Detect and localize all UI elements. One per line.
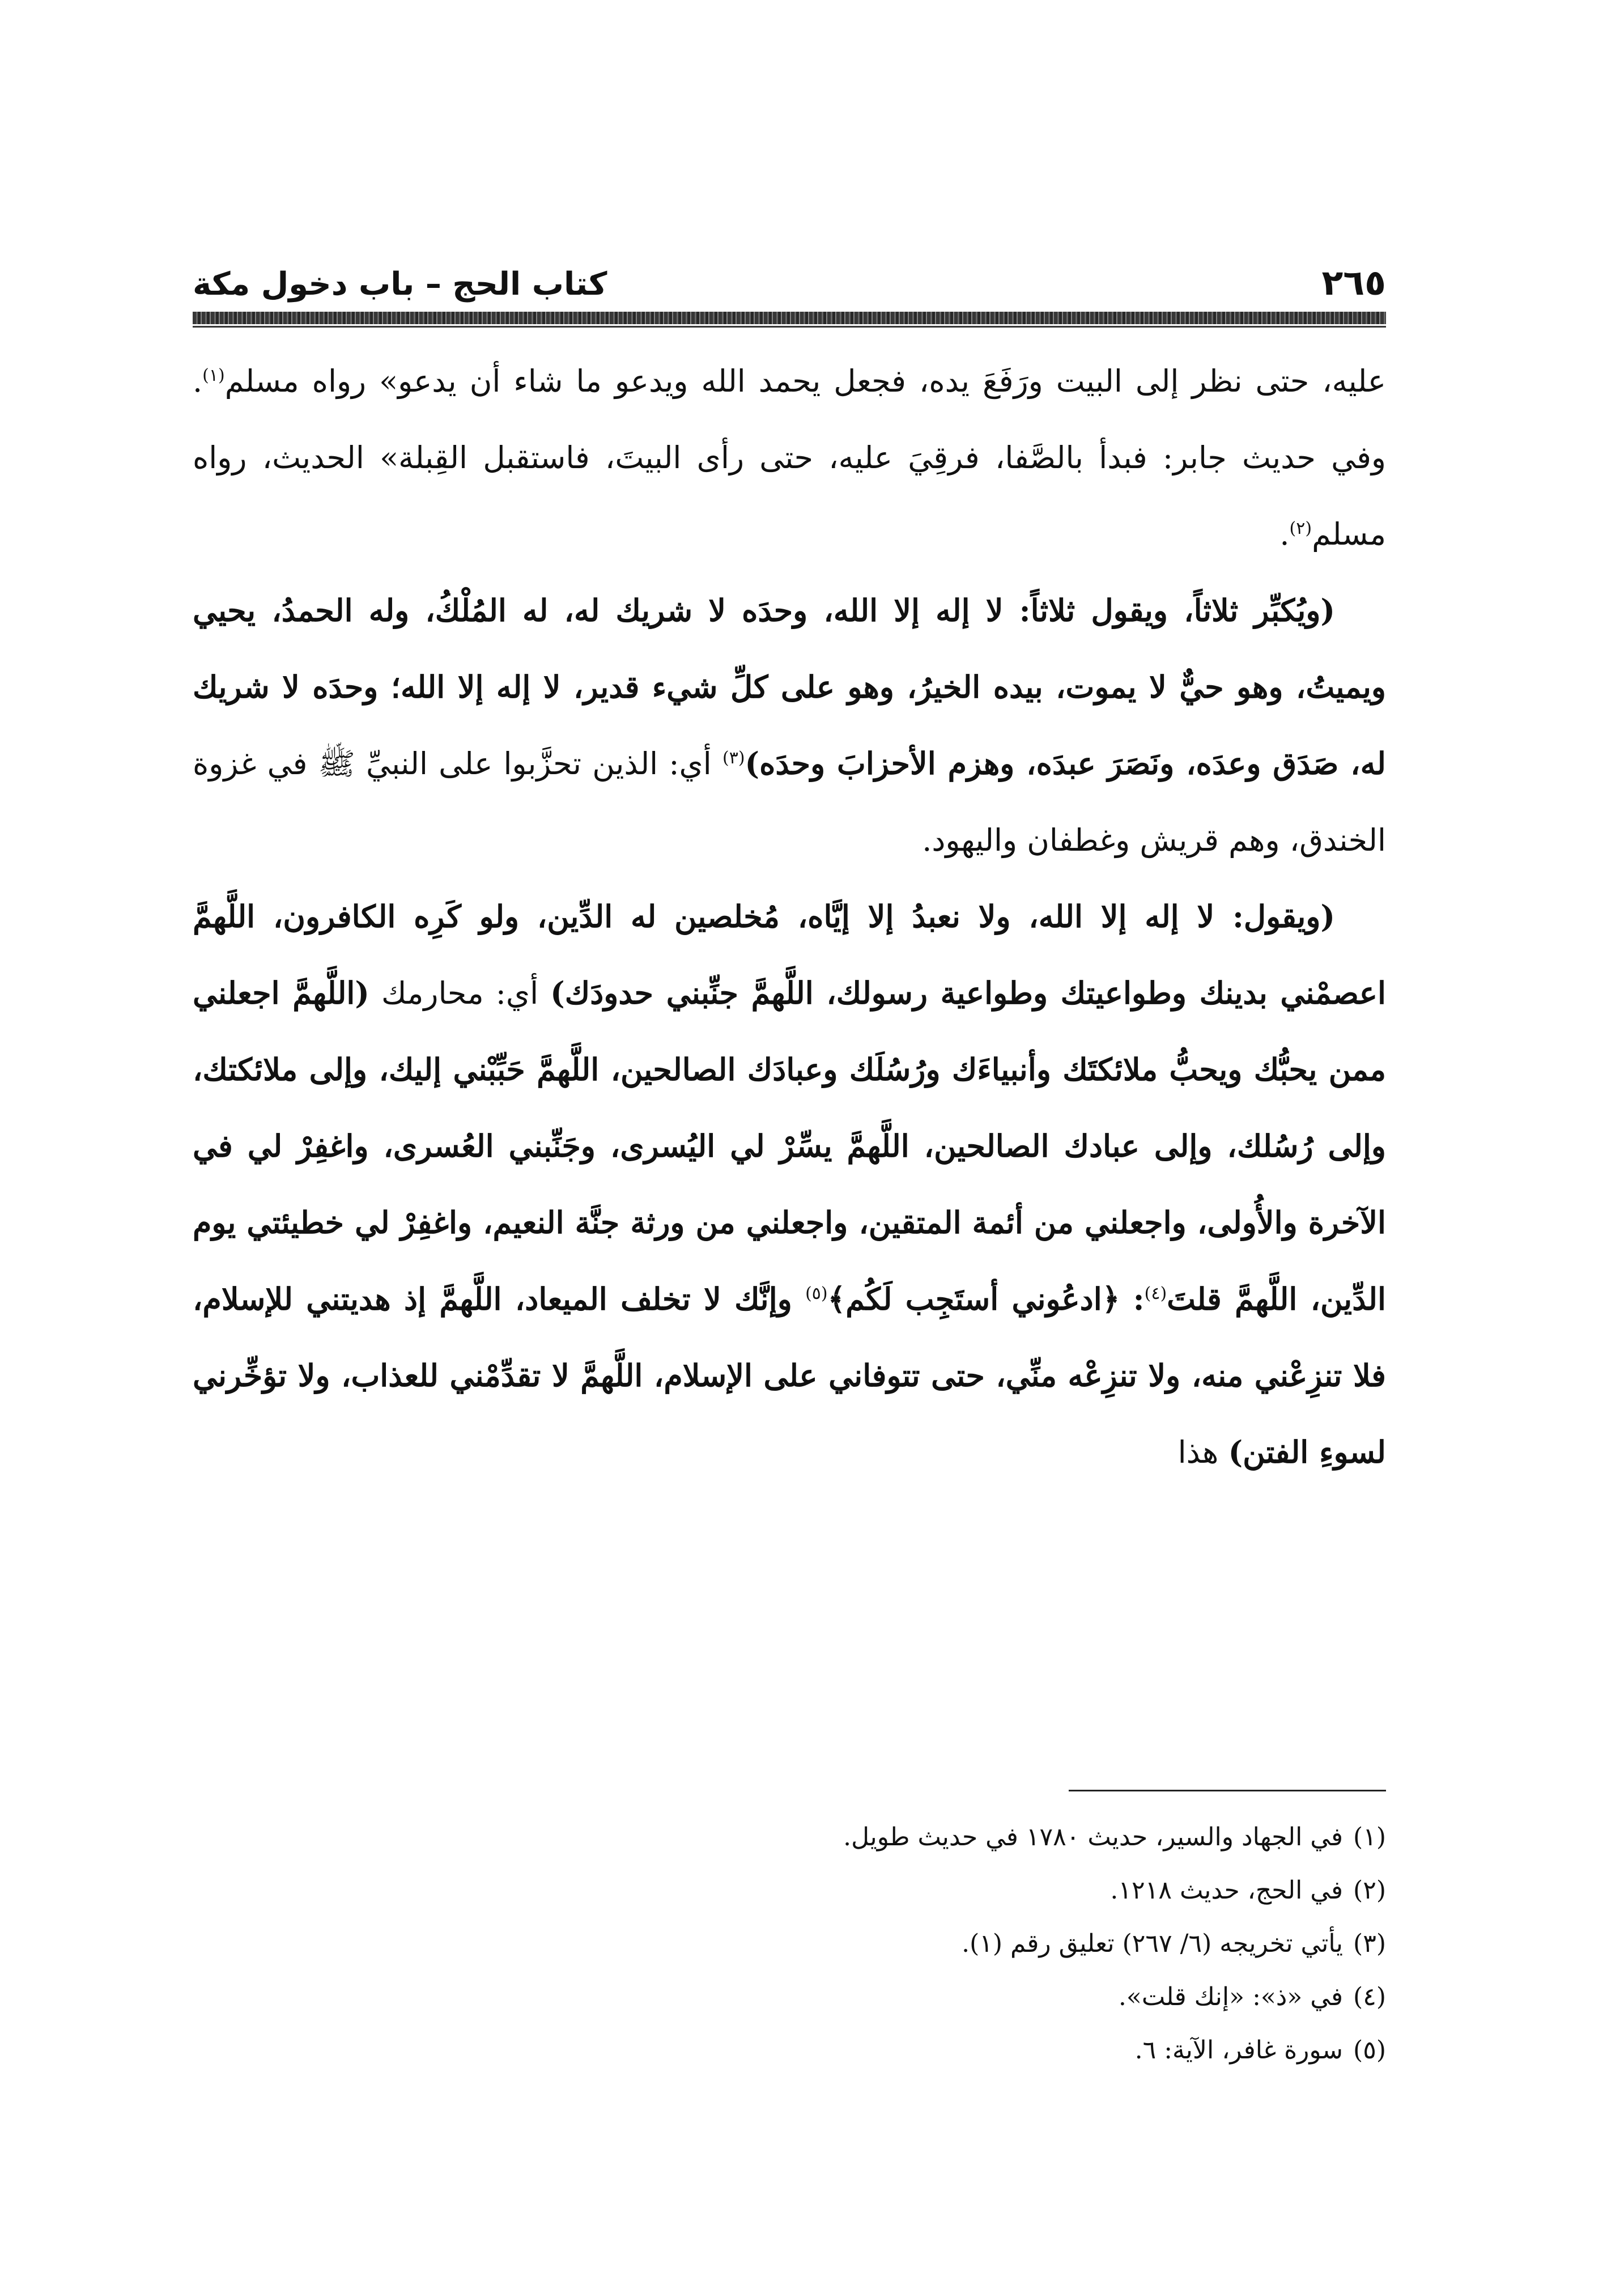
footnote-number: (٥) xyxy=(1353,2036,1386,2065)
footnote-text: سورة غافر، الآية: ٦. xyxy=(1134,2036,1344,2065)
footnote-number: (٣) xyxy=(1353,1929,1386,1958)
footnotes xyxy=(193,1811,1386,2077)
footnote-text: يأتي تخريجه (٦/ ٢٦٧) تعليق رقم (١). xyxy=(962,1929,1344,1958)
footnote-4 xyxy=(193,1971,1386,2024)
footnote-ref-4[interactable]: (٤) xyxy=(1144,1284,1167,1303)
main-text xyxy=(193,343,1386,1491)
dhikr-text: (ويُكبِّر ثلاثاً، ويقول ثلاثاً: لا إله إلا الله، وحدَه لا شريك له، له المُلْكُ، وله الحمدُ، يحيي ويميتُ، وهو حيٌّ لا يموت، بيده الخيرُ، وهو على كلِّ شيء قدير، لا إله إلا الله؛ وحدَه لا شريك له، صَدَق وعدَه، ونَصَرَ عبدَه، وهزم الأحزابَ وحدَه) xyxy=(193,592,1386,782)
text-span: . وفي حديث جابر: فبدأ بالصَّفا، فرقِيَ عليه، حتى رأى البيتَ، فاستقبل القِبلة» الحديث، رواه مسلم xyxy=(193,363,1386,552)
footnote-number: (١) xyxy=(1353,1823,1386,1852)
footnote-1 xyxy=(193,1811,1386,1864)
footnote-text: في الحج، حديث ١٢١٨. xyxy=(1110,1876,1344,1905)
footnote-5 xyxy=(193,2024,1386,2077)
header-divider xyxy=(193,312,1386,324)
dhikr-text: (ويقول: لا إله إلا الله، ولا نعبدُ إلا إيَّاه، مُخلصين له الدِّين، ولو كَرِه الكافرون، اللَّهمَّ اعصمْني بدينك وطواعيتك وطواعية رسولك، اللَّهمَّ جنِّبني حدودَك) xyxy=(193,898,1386,1011)
text-span: هذا xyxy=(1177,1434,1228,1470)
footnote-2 xyxy=(193,1864,1386,1917)
footnote-divider xyxy=(1069,1790,1386,1791)
running-header xyxy=(193,249,1386,303)
commentary-text: أي: محارمك xyxy=(369,975,551,1011)
chapter-title: كتاب الحج – باب دخول مكة xyxy=(193,266,607,303)
text-span: . xyxy=(1279,516,1290,552)
footnote-ref-3[interactable]: (٣) xyxy=(722,748,745,768)
page-number: ٢٦٥ xyxy=(1321,262,1386,303)
commentary-text: أي: الذين تحزَّبوا على النبيِّ ﷺ في غزوة الخندق، وهم قريش وغطفان واليهود. xyxy=(193,746,1386,858)
footnote-ref-2[interactable]: (٢) xyxy=(1289,519,1312,538)
paragraph-2 xyxy=(193,572,1386,878)
footnote-text: في «ذ»: «إنك قلت». xyxy=(1118,1982,1344,2011)
quran-quote: : ﴿ادعُوني أستَجِب لَكُم﴾ xyxy=(827,1281,1145,1317)
footnote-text: في الجهاد والسير، حديث ١٧٨٠ في حديث طويل. xyxy=(843,1823,1344,1852)
footnote-number: (٤) xyxy=(1353,1982,1386,2011)
dua-text: وإنَّك لا تخلف الميعاد، اللَّهمَّ إذ هديتني للإسلام، فلا تنزِعْني منه، ولا تنزِعْه منِّي، حتى تتوفاني على الإسلام، اللَّهمَّ لا تقدِّمْني للعذاب، ولا تؤخِّرني لسوءِ الفتن) xyxy=(193,1281,1386,1470)
dua-text: (اللَّهمَّ اجعلني ممن يحبُّك ويحبُّ ملائكتَك وأنبياءَك ورُسُلَك وعبادَك الصالحين، اللَّهمَّ حَبِّبْني إليك، وإلى ملائكتك، وإلى رُسُلك، وإلى عبادك الصالحين، اللَّهمَّ يسِّرْ لي اليُسرى، وجَنِّبني العُسرى، واغفِرْ لي في الآخرة والأُولى، واجعلني من أئمة المتقين، واجعلني من ورثة جنَّة النعيم، واغفِرْ لي خطيئتي يوم الدِّين، اللَّهمَّ قلتَ xyxy=(193,975,1386,1317)
footnote-ref-5[interactable]: (٥) xyxy=(805,1284,828,1303)
footnote-ref-1[interactable]: (١) xyxy=(202,366,225,385)
footnote-number: (٢) xyxy=(1353,1876,1386,1905)
paragraph-3 xyxy=(193,878,1386,1491)
footnote-3 xyxy=(193,1917,1386,1971)
text-span: عليه، حتى نظر إلى البيت ورَفَعَ يده، فجعل يحمد الله ويدعو ما شاء أن يدعو» رواه مسلم xyxy=(224,363,1386,399)
paragraph-1 xyxy=(193,343,1386,572)
